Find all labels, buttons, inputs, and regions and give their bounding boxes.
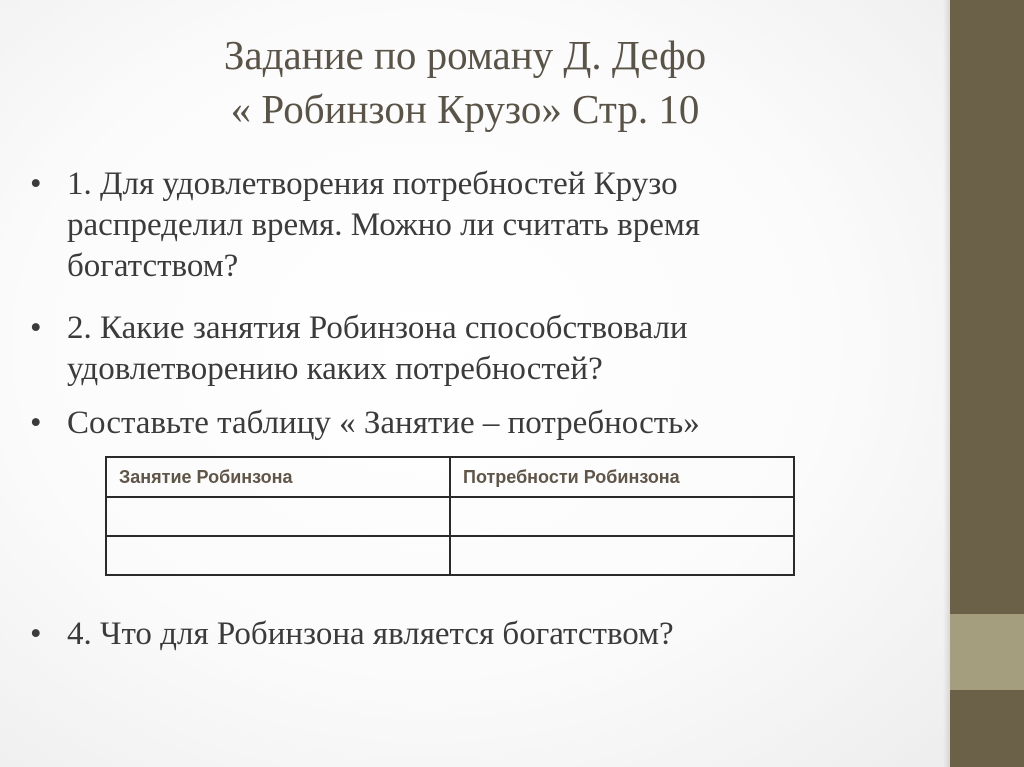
slide-edge-shadow: [943, 0, 950, 767]
bullet-marker: •: [30, 310, 42, 346]
bullet-line: 1. Для удовлетворения потребностей Крузо: [67, 166, 678, 202]
bullet-text: [67, 308, 907, 390]
bullet-line: богатством?: [67, 248, 239, 284]
table-cell: [106, 536, 450, 575]
bullet-text: [67, 614, 907, 655]
title-line-1: Задание по роману Д. Дефо: [223, 32, 707, 78]
bullet-line: 2. Какие занятия Робинзона способствовали: [67, 310, 688, 346]
bullet-text: [67, 164, 907, 287]
bullet-marker: •: [30, 166, 42, 202]
bullet-line: 4. Что для Робинзона является богатством?: [67, 616, 674, 652]
bullet-line: удовлетворению каких потребностей?: [67, 351, 603, 387]
bullet-marker: •: [30, 405, 42, 441]
bullet-line: распределил время. Можно ли считать время: [67, 207, 700, 243]
table-cell: [106, 497, 450, 536]
table-row: [106, 497, 794, 536]
activity-needs-table: [105, 456, 795, 576]
table-cell: [450, 497, 794, 536]
table-header-cell: Занятие Робинзона: [106, 457, 450, 497]
bullet-line: Составьте таблицу « Занятие – потребность»: [67, 405, 700, 441]
bullet-marker: •: [30, 616, 42, 652]
table-cell: [450, 536, 794, 575]
bullet-text: [67, 403, 907, 444]
table-header-cell: Потребности Робинзона: [450, 457, 794, 497]
sidebar-decoration-light: [950, 614, 1024, 690]
title-line-2: « Робинзон Крузо» Стр. 10: [230, 86, 700, 132]
slide-title: [60, 28, 870, 136]
table-header-row: [106, 457, 794, 497]
table-row: [106, 536, 794, 575]
